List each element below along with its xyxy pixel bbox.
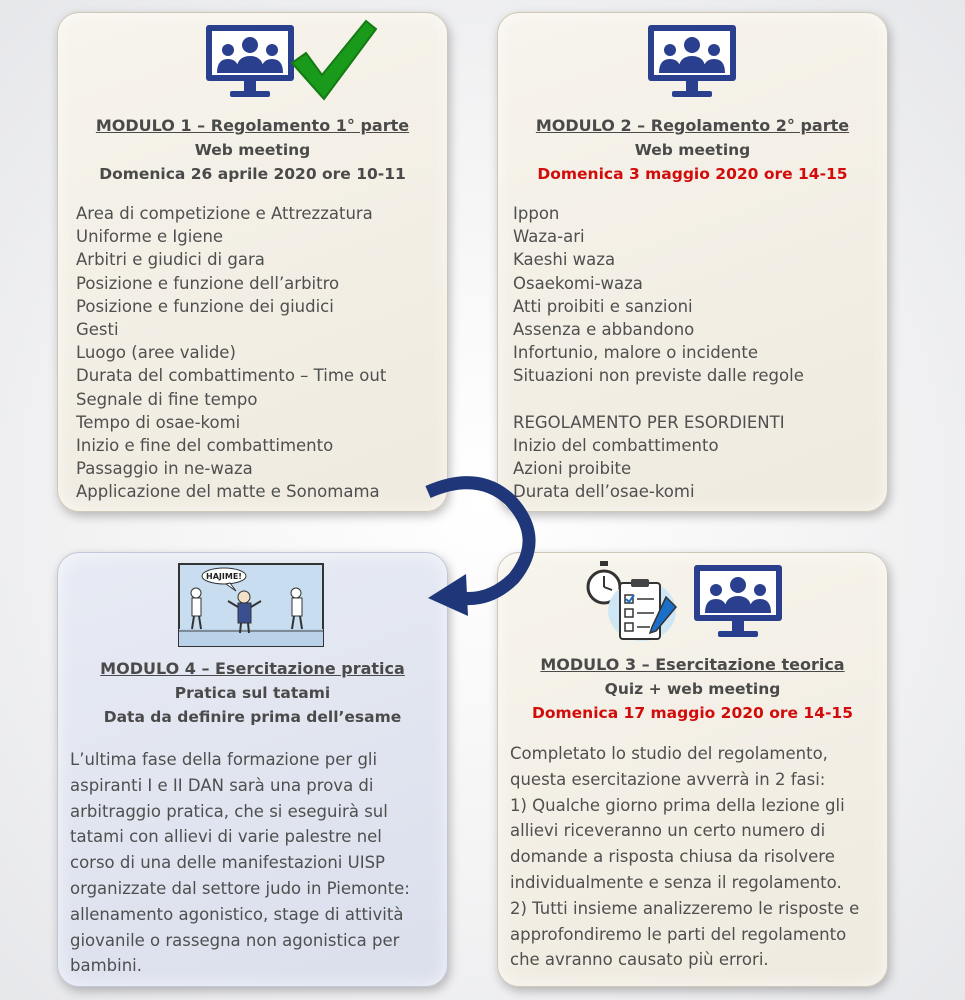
paragraph-line: Completato lo studio del regolamento, <box>510 744 828 763</box>
module1-title: MODULO 1 – Regolamento 1° parte <box>95 116 410 135</box>
video-conference-icon <box>692 563 784 643</box>
paragraph-line: L’ultima fase della formazione per gli <box>70 750 378 769</box>
list-item: Gesti <box>76 320 119 340</box>
paragraph-line: tatami con allievi di varie palestre nel <box>70 827 382 847</box>
paragraph-line: bambini. <box>70 956 143 976</box>
paragraph-line: allievi riceveranno un certo numero di <box>510 821 826 841</box>
list-item: Durata del combattimento – Time out <box>76 366 387 386</box>
list-spacer <box>513 388 881 411</box>
list-item: Assenza e abbandono <box>513 320 695 340</box>
paragraph-line: approfondiremo le parti del regolamento <box>510 924 847 944</box>
list-item: Posizione e funzione dei giudici <box>76 296 334 316</box>
paragraph-line: arbitraggio pratica, che si eseguirà sul <box>70 801 388 821</box>
section-heading: REGOLAMENTO PER ESORDIENTI <box>513 412 785 432</box>
module4-title: MODULO 4 – Esercitazione pratica <box>100 659 405 678</box>
module3-date: Domenica 17 maggio 2020 ore 14-15 <box>531 704 853 722</box>
list-item: Tempo di osae-komi <box>76 412 241 432</box>
list-item: Osaekomi-waza <box>513 273 643 293</box>
module3-card <box>497 552 888 987</box>
paragraph-line: 1) Qualche giorno prima della lezione gli <box>510 795 845 815</box>
list-item: Luogo (aree valide) <box>76 343 236 363</box>
paragraph-line: allenamento agonistico, stage di attività <box>70 904 404 924</box>
module1-subtitle: Web meeting <box>194 141 311 159</box>
list-item: Posizione e funzione dell’arbitro <box>76 273 340 293</box>
module3-title: MODULO 3 – Esercitazione teorica <box>540 655 845 674</box>
paragraph-line: domande a risposta chiusa da risolvere <box>510 847 835 867</box>
list-item: Area di competizione e Attrezzatura <box>76 204 373 223</box>
module2-date: Domenica 3 maggio 2020 ore 14-15 <box>537 165 848 183</box>
list-item: Azioni proibite <box>513 459 632 479</box>
paragraph-line: corso di una delle manifestazioni UISP <box>70 853 386 873</box>
module2-topic-list <box>513 202 881 503</box>
module4-subtitle: Pratica sul tatami <box>174 684 331 702</box>
paragraph-line: che avranno causato più errori. <box>510 950 769 970</box>
module1-topic-list <box>76 202 441 504</box>
list-item: Inizio e fine del combattimento <box>76 436 334 456</box>
list-item: Arbitri e giudici di gara <box>76 250 265 270</box>
list-item: Infortunio, malore o incidente <box>513 343 758 363</box>
module2-card <box>497 12 888 512</box>
paragraph-line: questa esercitazione avverrà in 2 fasi: <box>510 769 826 789</box>
module3-description <box>510 741 877 973</box>
paragraph-line: individualmente e senza il regolamento. <box>510 872 842 892</box>
module4-description <box>70 747 437 979</box>
paragraph-line: organizzate dal settore judo in Piemonte: <box>70 878 410 898</box>
list-item: Applicazione del matte e Sonomama <box>76 482 380 502</box>
video-conference-icon <box>646 23 738 103</box>
quiz-clipboard-icon <box>606 575 682 643</box>
module3-subtitle: Quiz + web meeting <box>604 680 781 698</box>
module2-subtitle: Web meeting <box>634 141 751 159</box>
list-item: Waza-ari <box>513 227 585 247</box>
module4-card <box>57 552 448 987</box>
paragraph-line: aspiranti I e II DAN sarà una prova di <box>70 775 374 795</box>
list-item: Situazioni non previste dalle regole <box>513 366 804 386</box>
list-item: Atti proibiti e sanzioni <box>513 296 693 316</box>
module1-card <box>57 12 448 512</box>
module2-title: MODULO 2 – Regolamento 2° parte <box>535 116 850 135</box>
video-conference-icon <box>204 23 296 103</box>
cartoon-speech-text: HAJIME! <box>206 572 242 581</box>
list-item: Inizio del combattimento <box>513 435 719 455</box>
list-item: Kaeshi waza <box>513 250 616 270</box>
module1-date: Domenica 26 aprile 2020 ore 10-11 <box>99 165 406 183</box>
list-item: Segnale di fine tempo <box>76 389 258 409</box>
paragraph-line: giovanile o rassegna non agonistica per <box>70 930 400 950</box>
paragraph-line: 2) Tutti insieme analizzeremo le risposte e <box>510 898 860 918</box>
cycle-arrow-icon <box>418 470 548 620</box>
module4-date: Data da definire prima dell’esame <box>103 708 402 726</box>
checkmark-icon <box>286 17 378 103</box>
list-item: Durata dell’osae-komi <box>513 482 695 502</box>
list-item: Uniforme e Igiene <box>76 227 224 247</box>
referee-cartoon-icon <box>178 563 324 647</box>
list-item: Passaggio in ne-waza <box>76 459 253 479</box>
list-item: Ippon <box>513 204 560 223</box>
